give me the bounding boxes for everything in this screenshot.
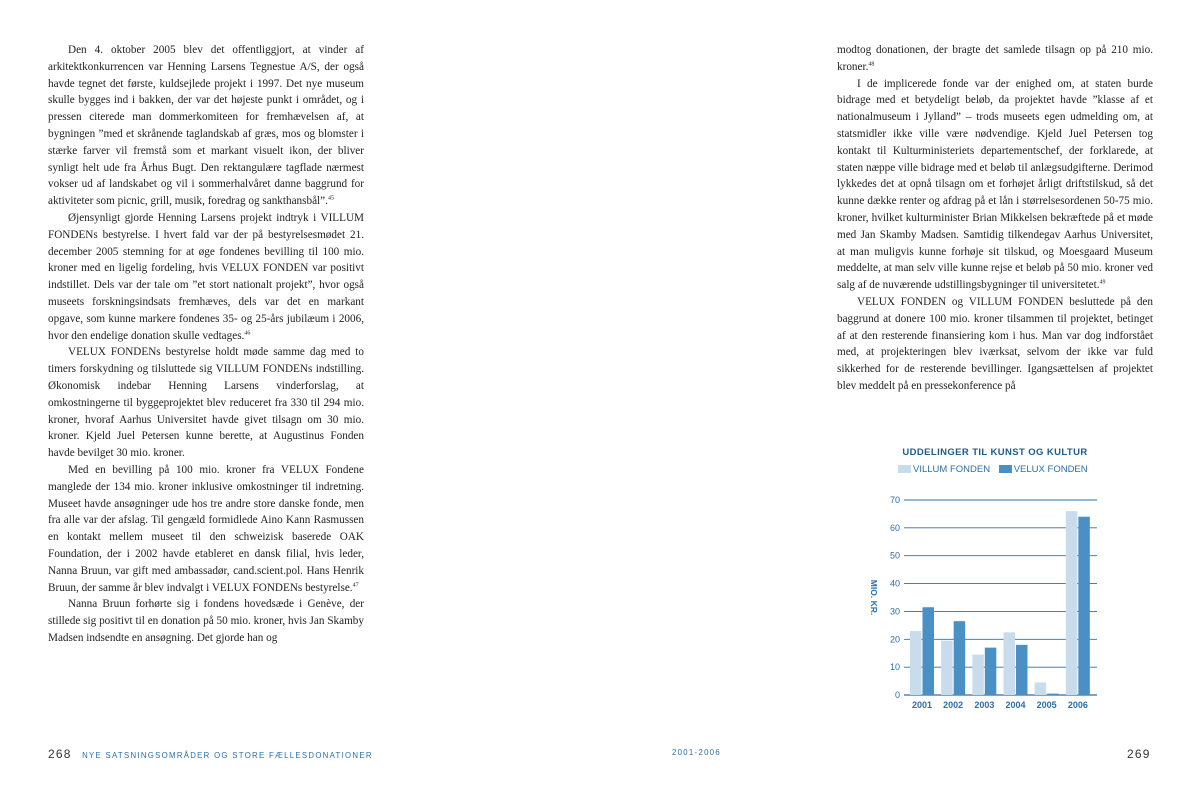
y-tick-label: 60 — [889, 522, 900, 533]
bar-villum-fonden — [1066, 511, 1078, 695]
bar-villum-fonden — [1035, 682, 1047, 695]
bar-villum-fonden — [1004, 632, 1016, 695]
footnote-ref[interactable]: 49 — [1099, 279, 1106, 286]
left-page-text-column — [48, 42, 364, 647]
grants-bar-chart — [860, 445, 1140, 720]
paragraph: VELUX FONDENs bestyrelse holdt møde samme dag med to timers forskydning og tilsluttede sig VILLUM FONDENs indstilling. Økonomisk indebar Henning Larsens vinderforslag, at omkostningerne til byggeprojektet blev reduceret fra 330 til 294 mio. kroner, hvoraf Aarhus Universitet havde givet tilsagn om 30 mio. kroner. Kjeld Juel Petersen kunne berette, at Augustinus Fonden havde bevilget 30 mio. kroner. — [48, 346, 364, 460]
paragraph: Øjensynligt gjorde Henning Larsens projekt indtryk i VILLUM FONDENs bestyrelse. I hvert fald var der på bestyrelsesmødet 21. december 2005 stemning for at øge fondenes bevilling til 100 mio. kroner med en ligelig fordeling, hvis VELUX FONDEN var positivt indstillet. Dels var der tale om ”et stort nationalt projekt”, hvor også museets forskningsindsats fremhæves, dels var det en markant opgave, som kunne markere fondenes 35- og 25-års jubilæum i 2006, hvor den endelige donation skulle vedtages.$^{46}$ — [48, 211, 364, 342]
footnote-ref[interactable]: 47 — [352, 581, 359, 588]
paragraph: Nanna Bruun forhørte sig i fondens hovedsæde i Genève, der stillede sig positivt til en donation på 50 mio. kroner, hvis Jan Skamby Madsen indsendte en ansøgning. Det gjorde han og — [48, 598, 364, 644]
y-tick-label: 40 — [889, 578, 900, 589]
y-tick-label: 0 — [894, 690, 900, 700]
paragraph: modtog donationen, der bragte det samlede tilsagn op på 210 mio. kroner.$^{48}$ — [837, 44, 1153, 73]
footnote-ref[interactable]: 48 — [868, 61, 875, 68]
bar-villum-fonden — [972, 655, 984, 695]
bar-velux-fonden — [1016, 645, 1028, 695]
footer-right — [1127, 745, 1151, 763]
bar-velux-fonden — [1047, 694, 1059, 695]
footer-period: 2001-2006 — [672, 748, 721, 757]
chart-title: UDDELINGER TIL KUNST OG KULTUR — [902, 447, 1088, 458]
y-tick-label: 10 — [889, 662, 900, 673]
bar-velux-fonden — [954, 621, 966, 695]
footnote-ref[interactable]: 46 — [244, 329, 251, 336]
bar-velux-fonden — [923, 607, 935, 695]
y-tick-label: 70 — [889, 495, 900, 505]
y-tick-label: 50 — [889, 550, 900, 561]
chart-plot — [860, 445, 1140, 720]
footnote-ref[interactable]: 45 — [327, 195, 334, 202]
section-title: NYE SATSNINGSOMRÅDER OG STORE FÆLLESDONATIONER — [82, 751, 373, 760]
y-tick-label: 20 — [889, 634, 900, 645]
bar-villum-fonden — [910, 631, 922, 695]
paragraph: Den 4. oktober 2005 blev det offentliggjort, at vinder af arkitektkonkurrencen var Henning Larsens Tegnestue A/S, der også havde tegnet det første, kuldsejlede projekt i 1997. Det nye museum skulle bygges ind i bakken, der var det højeste punkt i området, og i pressen citerede man dommerkomiteen for fremhævelsen af, at bygningen ”med et skrånende taglandskab af græs, mos og blomster i stærke farver vil fremstå som et markant visuelt ikon, der bliver synligt helt ude fra Århus Bugt. Den rektangulære tagflade nærmest vokser ud af landskabet og vil i sommerhalvåret danne baggrund for aktiviteter som picnic, grill, musik, foredrag og sankthansbål”.$^{45}$ — [48, 44, 364, 208]
paragraph: Med en bevilling på 100 mio. kroner fra VELUX Fondene manglede der 134 mio. kroner inklusive omkostninger til indretning. Museet havde ansøgninger ude hos tre andre store danske fonde, men fra alle var der afslag. Til gengæld formidlede Aino Kann Rasmussen en kontakt mellem museet til den schweizisk baserede OAK Foundation, der i 2002 havde etableret en dansk filial, hvis leder, Nanna Bruun, var gift med ambassadør, cand.scient.pol. Hans Henrik Bruun, der samme år blev indvalgt i VELUX FONDENs bestyrelse.$^{47}$ — [48, 463, 364, 594]
x-tick-label: 2005 — [1036, 700, 1057, 710]
right-page-text-column — [837, 42, 1153, 395]
page-number: 269 — [1127, 747, 1151, 761]
x-tick-label: 2004 — [1005, 700, 1026, 710]
paragraph: VELUX FONDEN og VILLUM FONDEN besluttede på den baggrund at donere 100 mio. kroner tilsammen til projektet, betinget af at den resterende finansiering kom i hus. Man var dog indforstået med, at projekteringen blev iværksat, selvom der ikke var fuld sikkerhed for de resterende bevillinger. Igangsættelsen af projektet blev meddelt på en pressekonference på — [837, 295, 1153, 392]
paragraph: I de implicerede fonde var der enighed om, at staten burde bidrage med et betydeligt beløb, da projektet havde ”klasse af et nationalmuseum i Jylland” – trods museets egen udmelding om, at statsmidler ikke ville være nødvendige. Kjeld Juel Petersen tog kontakt til Kulturministeriets departementschef, der forklarede, at staten næppe ville bidrage med et beløb til anlægsudgifterne. Derimod lykkedes det at opnå tilsagn om et forhøjet årligt driftstilskud, så det kunne dække renter og afdrag på et lån i størrelsesordenen 50-75 mio. kroner, hvilket kulturminister Brian Mikkelsen bekræftede på et møde med Jan Skamby Madsen. Samtidig tilkendegav Aarhus Universitet, at man muligvis kunne forhøje sit tilskud, og Moesgaard Museum meddelte, at man selv ville kunne rejse et beløb på 50 mio. kroner ved salg af de nuværende udstillingsbygninger til universitetet.$^{49}$ — [837, 77, 1153, 292]
bar-velux-fonden — [1078, 517, 1090, 695]
y-tick-label: 30 — [889, 606, 900, 617]
legend-label: VILLUM FONDEN — [913, 464, 991, 475]
legend-label: VELUX FONDEN — [1013, 464, 1088, 475]
page-number: 268 — [48, 747, 72, 761]
x-tick-label: 2006 — [1067, 700, 1088, 710]
x-tick-label: 2003 — [974, 700, 995, 710]
x-tick-label: 2001 — [911, 700, 933, 710]
y-axis-label: MIO. KR. — [869, 579, 879, 616]
bar-villum-fonden — [941, 641, 953, 695]
footer-left — [48, 745, 373, 763]
x-tick-label: 2002 — [943, 700, 964, 710]
bar-velux-fonden — [985, 648, 997, 695]
